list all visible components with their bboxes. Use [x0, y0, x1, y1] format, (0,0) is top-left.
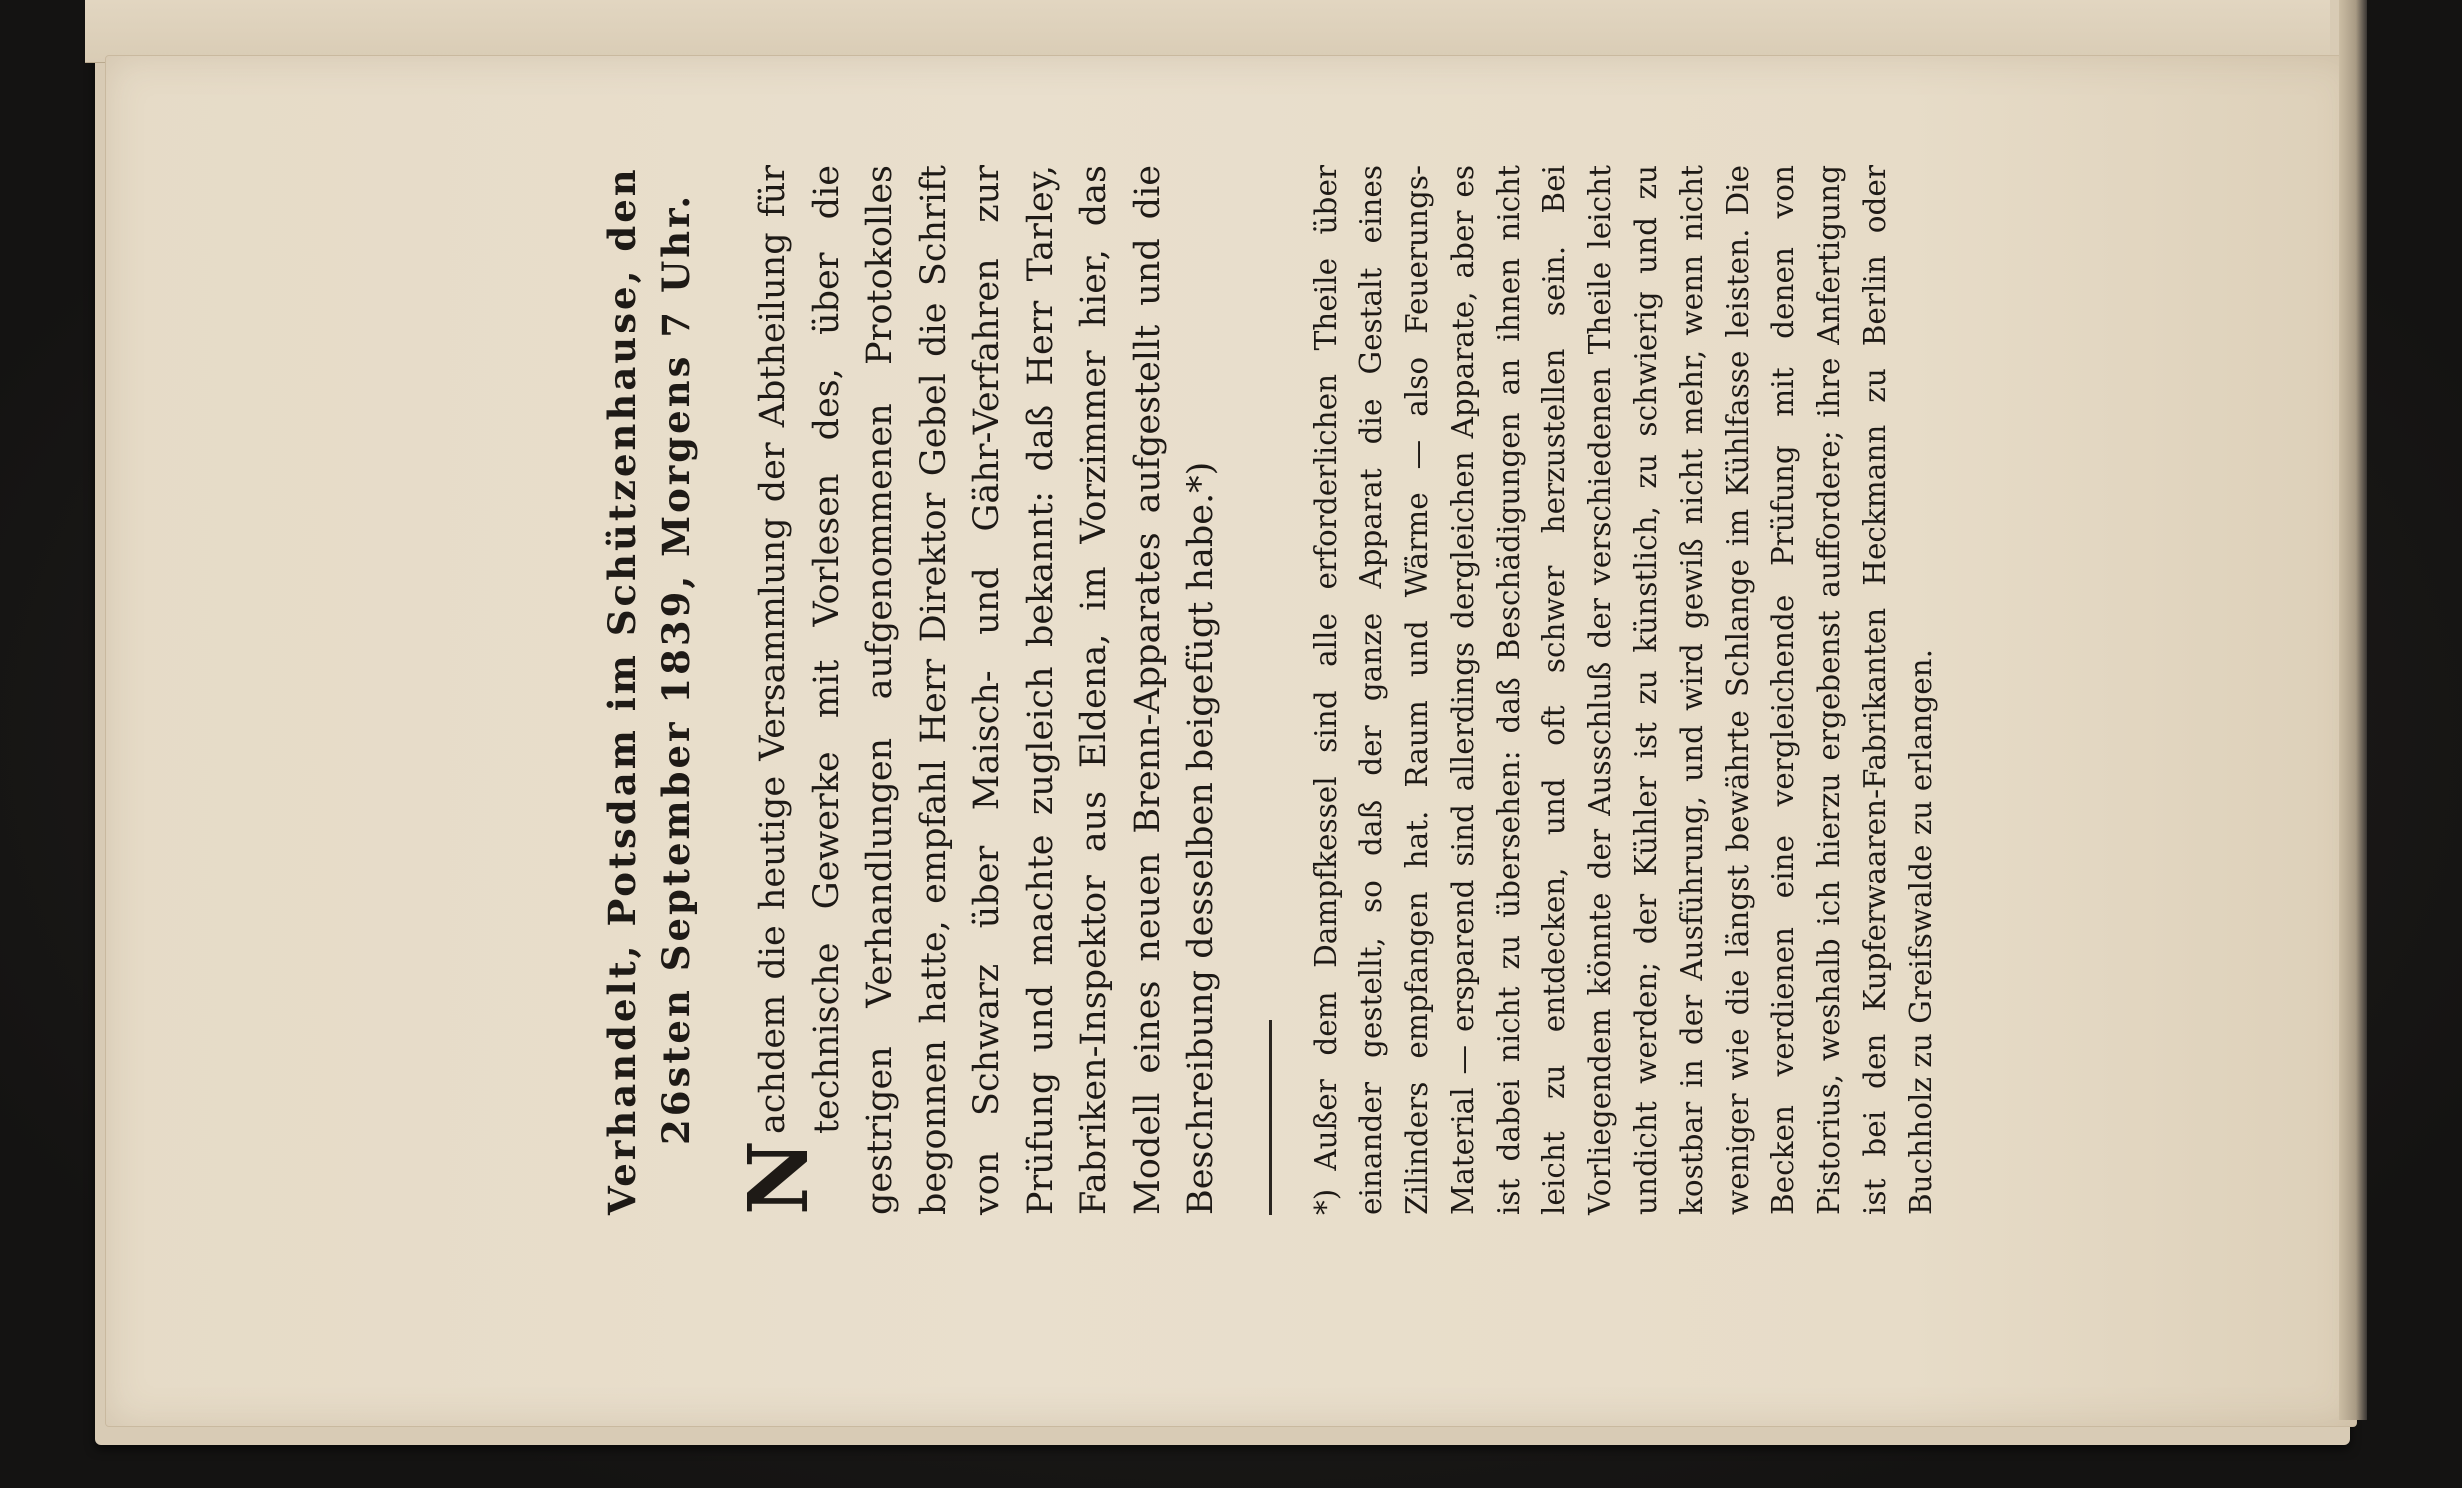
footnote-marker: *) [1308, 1188, 1343, 1215]
footnote-text: Außer dem Dampfkessel sind alle erforderlichen Theile über einander gestellt, so daß der ganze Apparat die Gestalt eines Zilinders empfangen hat. Raum und Wärme — also Feuerungs-Material — ersparend sind allerdings dergleichen Apparate, aber es ist dabei nicht zu übersehen: daß Beschädigungen an ihnen nicht leicht zu entdecken, und oft schwer herzustellen sein. Bei Vorliegendem könnte der Ausschluß der verschiedenen Theile leicht undicht werden; der Kühler ist zu künstlich, zu schwierig und zu kostbar in der Ausführung, und wird gewiß nicht mehr, wenn nicht weniger wie die längst bewährte Schlange im Kühlfasse leisten. Die Becken verdienen eine vergleichende Prüfung mit denen von Pistorius, weshalb ich hierzu ergebenst auffordere; ihre Anfertigung ist bei den Kupferwaaren-Fabrikanten Heckmann zu Berlin oder Buchholz zu Greifswalde zu erlangen. [1308, 165, 1938, 1215]
drop-capital: N [731, 1140, 827, 1215]
previous-page-edge [85, 0, 2330, 63]
book-spine [2339, 0, 2367, 1420]
heading-line-2: 26sten September 1839, Morgens 7 Uhr. [654, 192, 698, 1145]
footnote-rule [1269, 1020, 1272, 1215]
body-paragraph [731, 165, 1229, 1215]
body-text: achdem die heutige Versammlung der Abtheilung für technische Gewerke mit Vorlesen des, über die gestrigen Verhandlungen aufgenommenen Protokolles begonnen hatte, empfahl Herr Direktor Gebel die Schrift von Schwarz über Maisch- und Gähr-Verfahren zur Prüfung und machte zugleich bekannt: daß Herr Tarley, Fabriken-Inspektor aus Eldena, im Vorzimmer hier, das Modell eines neuen Brenn-Apparates aufgestellt und die Beschreibung desselben beigefügt habe.*) [753, 165, 1221, 1215]
footnote [1304, 165, 1945, 1215]
page-text-block [595, 165, 2035, 1215]
page-heading [595, 165, 703, 1215]
heading-line-1: Verhandelt, Potsdam im Schützenhause, den [600, 166, 644, 1215]
